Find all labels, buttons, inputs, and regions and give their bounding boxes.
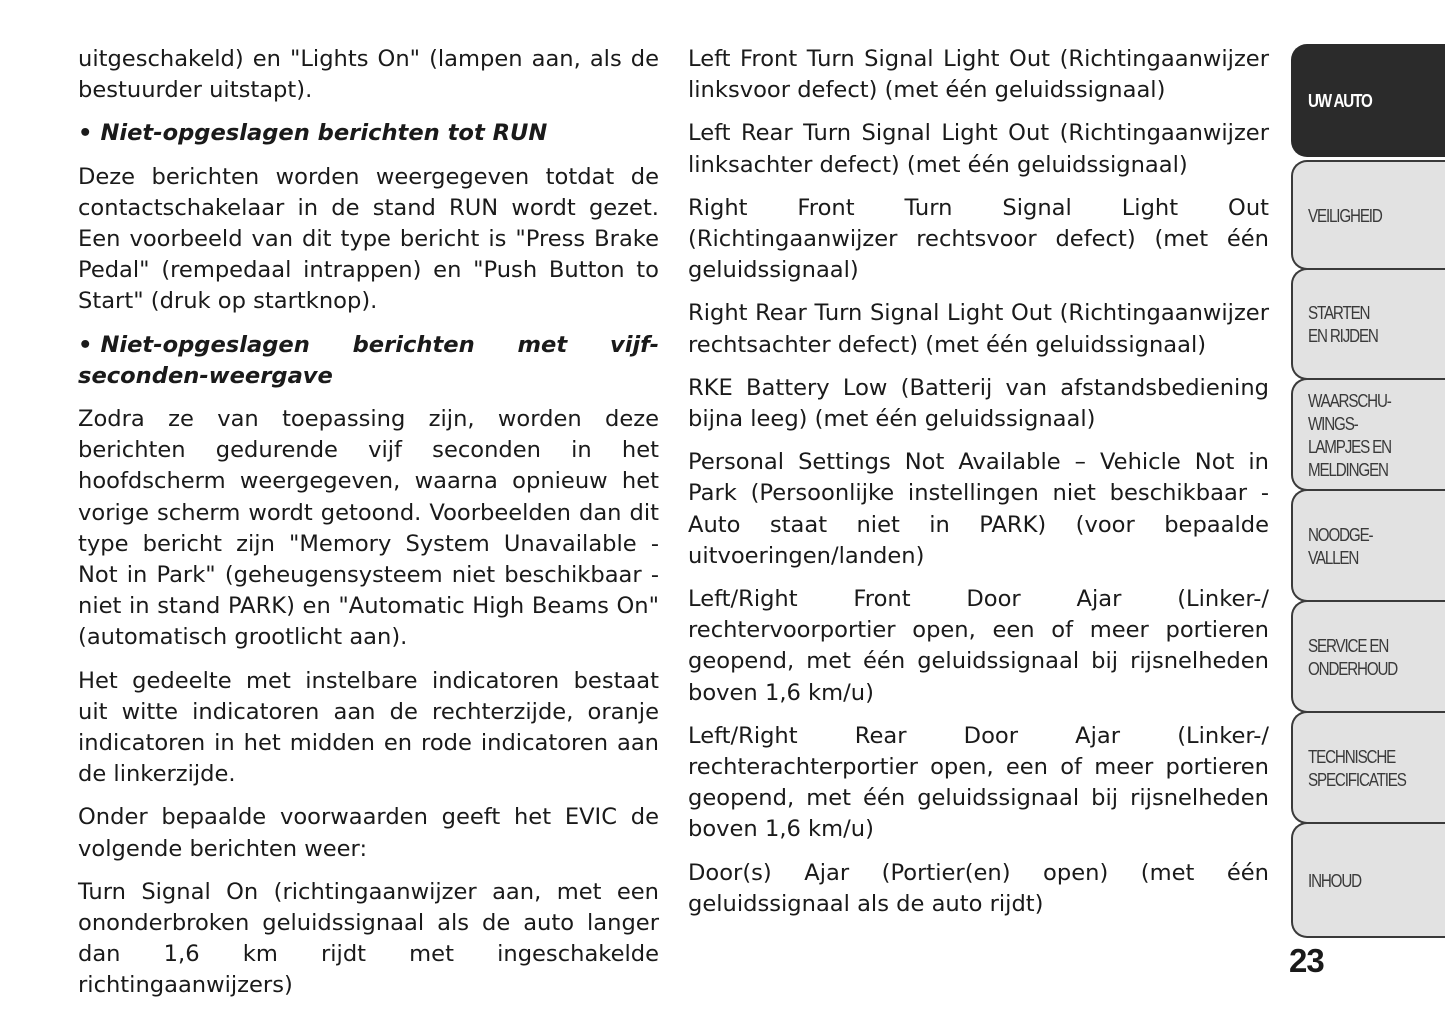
tab-inhoud[interactable]: INHOUD (1291, 822, 1445, 938)
message-right-front-turn: Right Front Turn Signal Light Out (Richtingaanwijzer rechtsvoor defect) (met één geluidssignaal) (688, 194, 1269, 284)
message-personal-settings: Personal Settings Not Available – Vehicle Not in Park (Persoonlijke instellingen niet beschikbaar - Auto staat niet in PARK) (voor bepaalde uitvoeringen/landen) (688, 449, 1269, 569)
message-rear-door-ajar: Left/Right Rear Door Ajar (Linker-/ rechterachterportier open, een of meer portieren geopend, met één geluidssignaal bij rijsnelheden boven 1,6 km/u) (688, 722, 1269, 843)
message-doors-ajar: Door(s) Ajar (Portier(en) open) (met één geluidssignaal als de auto rijdt) (688, 859, 1269, 917)
indicators-paragraph: Het gedeelte met instelbare indicatoren bestaat uit witte indicatoren aan de rechterzijde, oranje indicatoren in het midden en rode indicatoren aan de linkerzijde. (78, 667, 659, 788)
message-rke-battery: RKE Battery Low (Batterij van afstandsbediening bijna leeg) (met één geluidssignaal) (688, 374, 1269, 433)
message-front-door-ajar: Left/Right Front Door Ajar (Linker-/ rechtervoorportier open, een of meer portieren geopend, met één geluidssignaal bij rijsnelheden boven 1,6 km/u) (688, 586, 1269, 706)
bullet-body-five-seconds: Zodra ze van toepassing zijn, worden deze berichten gedurende vijf seconden in het hoofdscherm weergegeven, waarna opnieuw het vorige scherm wordt getoond. Voorbeelden dan dit type bericht zijn "Memory System Unavailable - Not in Park" (geheugensysteem niet beschikbaar - niet in stand PARK) en "Automatic High Beams On" (automatisch grootlicht aan). (78, 406, 659, 651)
intro-paragraph: uitgeschakeld) en "Lights On" (lampen aan, als de bestuurder uitstapt). (78, 46, 659, 104)
conditions-paragraph: Onder bepaalde voorwaarden geeft het EVIC de volgende berichten weer: (78, 804, 659, 862)
right-column (688, 44, 1269, 932)
tab-starten-en-rijden[interactable]: STARTEN EN RIJDEN (1291, 268, 1445, 380)
bullet-icon: • (78, 331, 93, 358)
tab-service-en-onderhoud[interactable]: SERVICE EN ONDERHOUD (1291, 600, 1445, 713)
message-right-rear-turn: Right Rear Turn Signal Light Out (Richtingaanwijzer rechtsachter defect) (met één geluidssignaal) (688, 300, 1269, 358)
tab-noodgevallen[interactable]: NOODGE- VALLEN (1291, 489, 1445, 602)
left-column (78, 44, 659, 1014)
tab-veiligheid[interactable]: VEILIGHEID (1291, 160, 1445, 270)
tab-uw-auto[interactable]: UW AUTO (1291, 44, 1445, 157)
page-number: 23 (1289, 942, 1324, 979)
message-left-rear-turn: Left Rear Turn Signal Light Out (Richtingaanwijzer linksachter defect) (met één geluidssignaal) (688, 120, 1269, 178)
bullet-heading-five-seconds: • Niet-opgeslagen berichten met vijf-seconden-weergave (78, 331, 659, 389)
bullet-heading-run: • Niet-opgeslagen berichten tot RUN (78, 120, 548, 147)
bullet-body-run: Deze berichten worden weergegeven totdat de contactschakelaar in de stand RUN wordt gezet. Een voorbeeld van dit type bericht is "Press Brake Pedal" (rempedaal intrappen) en "Push Button to Start" (druk op startknop). (78, 163, 659, 315)
message-left-front-turn: Left Front Turn Signal Light Out (Richtingaanwijzer linksvoor defect) (met één geluidssignaal) (688, 46, 1269, 104)
turn-signal-paragraph: Turn Signal On (richtingaanwijzer aan, met een ononderbroken geluidssignaal als de auto langer dan 1,6 km rijdt met ingeschakelde richtingaanwijzers) (78, 878, 659, 999)
tab-technische-specificaties[interactable]: TECHNISCHE SPECIFICATIES (1291, 711, 1445, 824)
bullet-icon: • (78, 120, 93, 147)
tab-waarschuwingslampjes[interactable]: WAARSCHU- WINGS- LAMPJES EN MELDINGEN (1291, 378, 1445, 491)
